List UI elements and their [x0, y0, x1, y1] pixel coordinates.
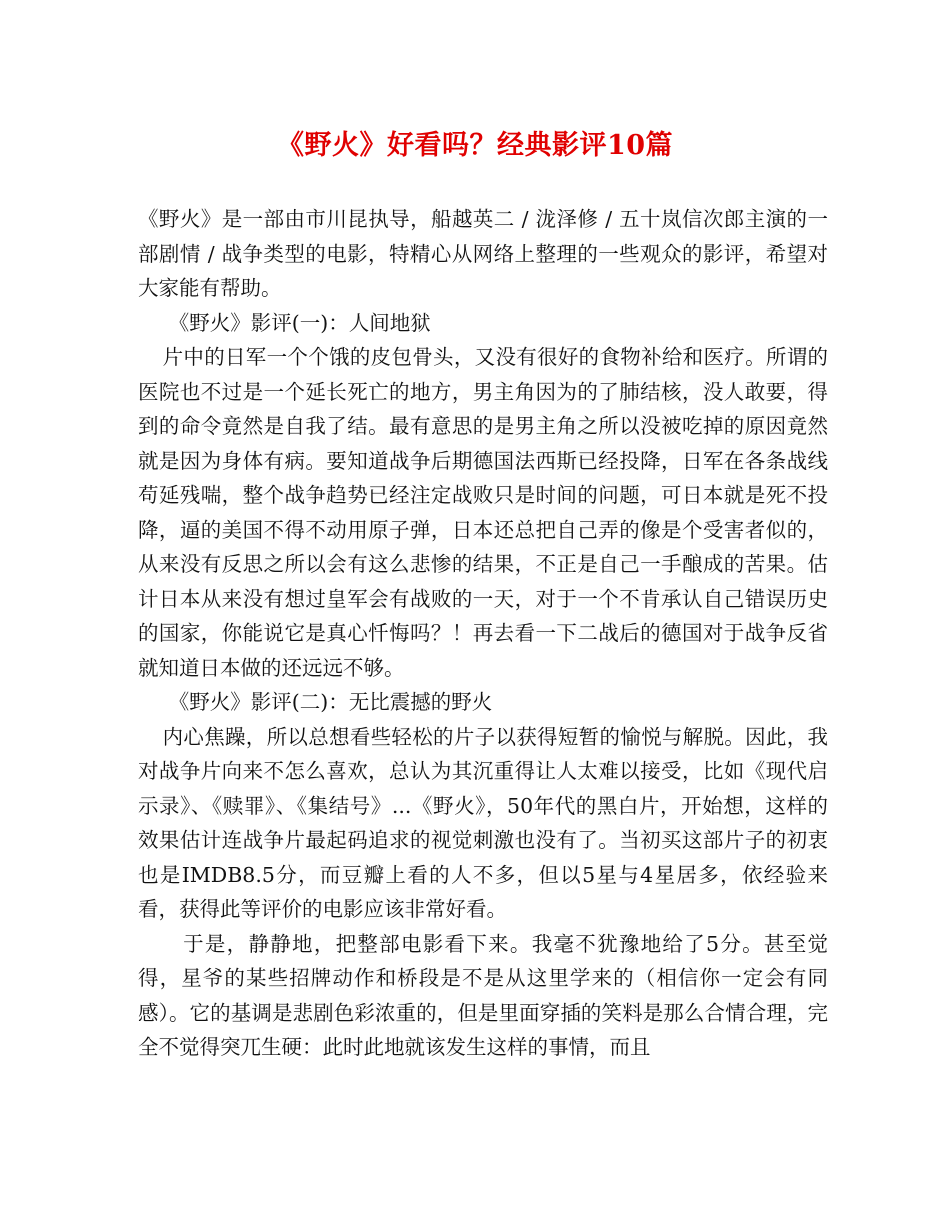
- document-body: [138, 202, 828, 1065]
- intro-paragraph: 《野火》是一部由市川昆执导，船越英二 / 泷泽修 / 五十岚信次郎主演的一部剧情 / 战争类型的电影，特精心从网络上整理的一些观众的影评，希望对大家能有帮助。: [138, 207, 828, 300]
- review-2-heading: 《野火》影评(二)：无比震撼的野火: [168, 690, 493, 714]
- review-1-paragraph: 片中的日军一个个饿的皮包骨头，又没有很好的食物补给和医疗。所谓的医院也不过是一个延长死亡的地方，男主角因为的了肺结核，没人敢要，得到的命令竟然是自我了结。最有意思的是男主角之所以没被吃掉的原因竟然就是因为身体有病。要知道战争后期德国法西斯已经投降，日军在各条战线苟延残喘，整个战争趋势已经注定战败只是时间的问题，可日本就是死不投降，逼的美国不得不动用原子弹，日本还总把自己弄的像是个受害者似的，从来没有反思之所以会有这么悲惨的结果，不正是自己一手酿成的苦果。估计日本从来没有想过皇军会有战败的一天，对于一个不肯承认自己错误历史的国家，你能说它是真心忏悔吗？！再去看一下二战后的德国对于战争反省就知道日本做的还远远不够。: [138, 345, 828, 680]
- review-1-heading: 《野火》影评(一)：人间地狱: [168, 310, 431, 335]
- document-title: 《野火》好看吗？经典影评10篇: [276, 130, 674, 161]
- review-2-paragraph-2: 于是，静静地，把整部电影看下来。我毫不犹豫地给了5分。甚至觉得，星爷的某些招牌动作和桥段是不是从这里学来的（相信你一定会有同感）。它的基调是悲剧色彩浓重的，但是里面穿插的笑料是那么合情合理，完全不觉得突兀生硬：此时此地就该发生这样的事情，而且: [138, 931, 828, 1059]
- review-2-paragraph-1: 内心焦躁，所以总想看些轻松的片子以获得短暂的愉悦与解脱。因此，我对战争片向来不怎么喜欢，总认为其沉重得让人太难以接受，比如《现代启示录》、《赎罪》、《集结号》...《野火》，50年代的黑白片，开始想，这样的效果估计连战争片最起码追求的视觉刺激也没有了。当初买这部片子的初衷也是IMDB8.5分，而豆瓣上看的人不多，但以5星与4星居多，依经验来看，获得此等评价的电影应该非常好看。: [138, 724, 828, 921]
